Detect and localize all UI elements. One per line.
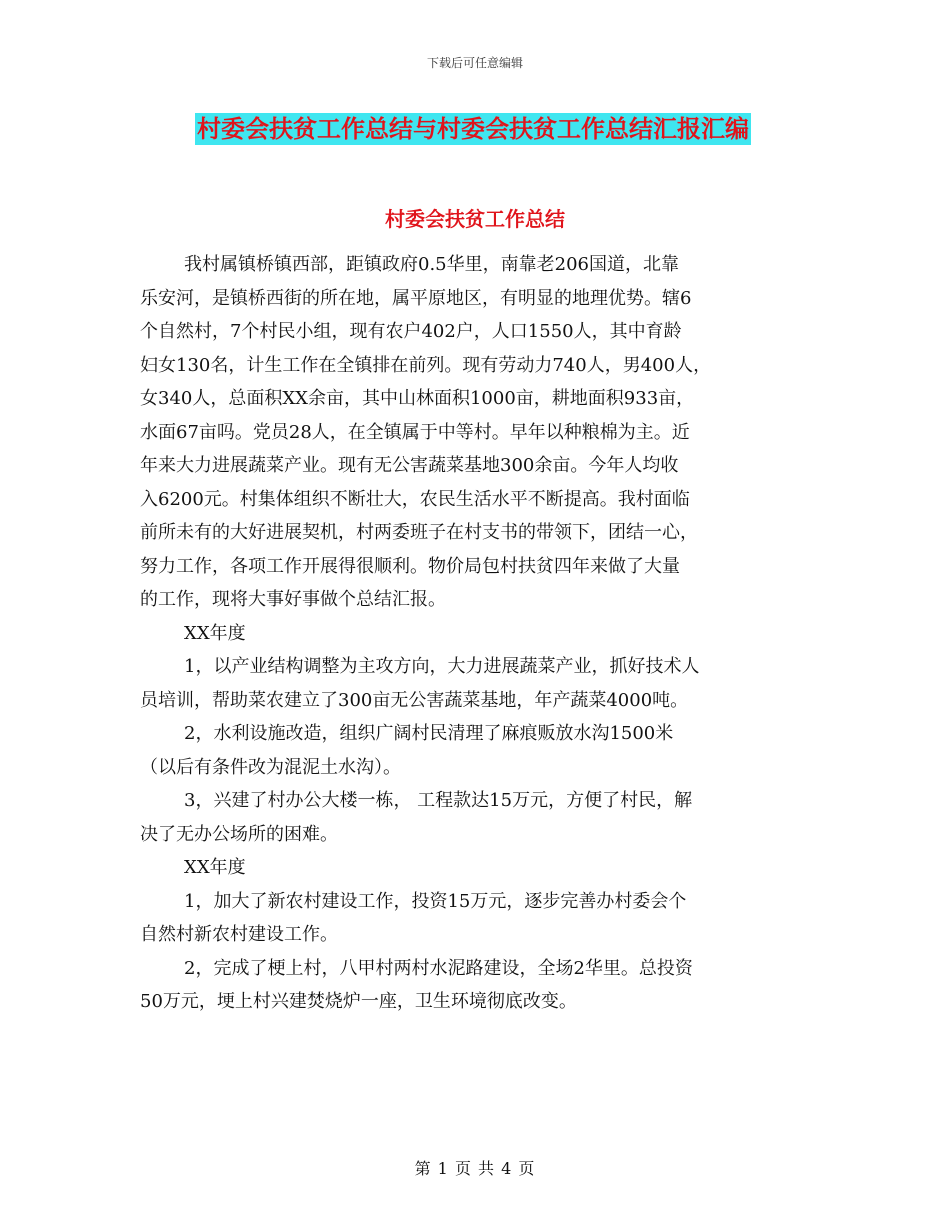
body-line: 前所未有的大好进展契机，村两委班子在村支书的带领下，团结一心，	[140, 522, 698, 543]
body-line: XX年度	[184, 622, 246, 644]
body-line: 1，以产业结构调整为主攻方向，大力进展蔬菜产业，抓好技术人	[184, 656, 700, 677]
body-line: 努力工作，各项工作开展得很顺利。物价局包村扶贫四年来做了大量	[140, 555, 680, 577]
body-line: 我村属镇桥镇西部，距镇政府0.5华里，南靠老206国道，北靠	[184, 254, 679, 275]
document-body	[140, 248, 820, 1019]
body-line: 年来大力进展蔬菜产业。现有无公害蔬菜基地300余亩。今年人均收	[140, 455, 679, 476]
body-line: 员培训，帮助菜农建立了300亩无公害蔬菜基地，年产蔬菜4000吨。	[140, 689, 689, 711]
body-line: （以后有条件改为混泥土水沟）。	[140, 756, 401, 778]
body-line: 2，水利设施改造，组织广阔村民清理了麻痕贩放水沟1500米	[184, 723, 674, 744]
body-line: 的工作，现将大事好事做个总结汇报。	[140, 589, 446, 610]
body-line: 个自然村，7个村民小组，现有农户402户，人口1550人，其中育龄	[140, 321, 682, 342]
section-title: 村委会扶贫工作总结	[385, 207, 565, 231]
body-line: 自然村新农村建设工作。	[140, 924, 338, 945]
main-title: 村委会扶贫工作总结与村委会扶贫工作总结汇报汇编	[197, 114, 749, 143]
body-line: 决了无办公场所的困难。	[140, 823, 338, 845]
body-line: 50万元，埂上村兴建焚烧炉一座，卫生环境彻底改变。	[140, 991, 577, 1012]
body-line: 妇女130名，计生工作在全镇排在前列。现有劳动力740人，男400人，	[140, 354, 712, 376]
body-line: 乐安河，是镇桥西街的所在地，属平原地区，有明显的地理优势。辖6	[140, 287, 692, 309]
body-line: XX年度	[184, 857, 246, 878]
body-line: 1，加大了新农村建设工作，投资15万元，逐步完善办村委会个	[184, 890, 687, 912]
body-line: 3，兴建了村办公大楼一栋， 工程款达15万元，方便了村民，解	[184, 790, 693, 811]
body-line: 入6200元。村集体组织不断壮大，农民生活水平不断提高。我村面临	[140, 488, 690, 510]
page-footer: 第 1 页 共 4 页	[414, 1159, 536, 1178]
body-line: 女340人，总面积XX余亩，其中山林面积1000亩，耕地面积933亩，	[140, 388, 695, 409]
body-line: 2，完成了梗上村，八甲村两村水泥路建设，全场2华里。总投资	[184, 957, 693, 979]
header-note: 下载后可任意编辑	[426, 56, 523, 70]
body-line: 水面67亩吗。党员28人，在全镇属于中等村。早年以种粮棉为主。近	[140, 421, 690, 443]
